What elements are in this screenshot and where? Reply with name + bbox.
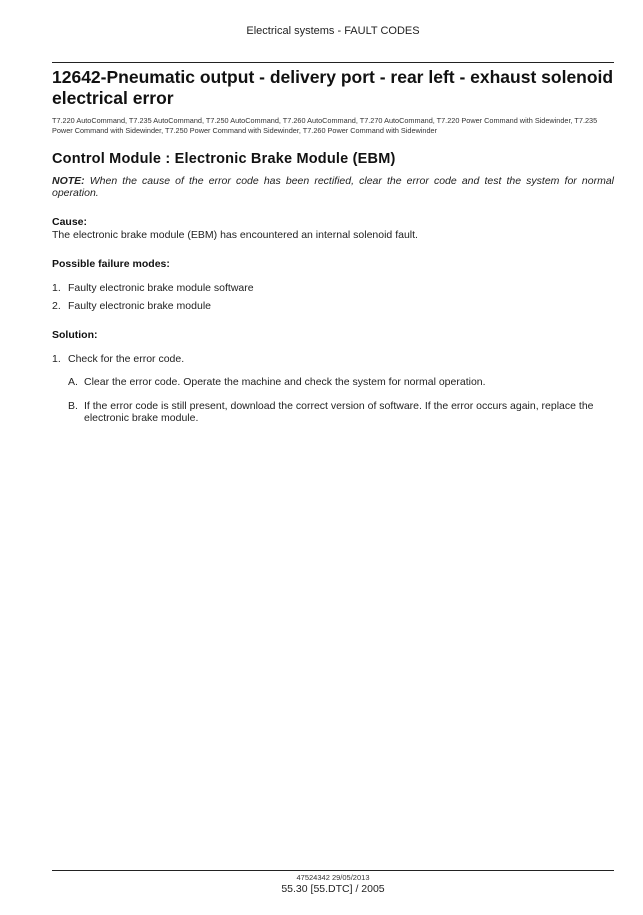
substep-letter: A. [68, 376, 78, 388]
fault-code-title: 12642-Pneumatic output - delivery port - rear left - exhaust solenoid electrical error [52, 67, 614, 108]
solution-step [52, 353, 614, 365]
cause-label: Cause: [52, 216, 88, 228]
note-label: NOTE: [52, 175, 85, 187]
footer-divider [52, 870, 614, 871]
solution-steps-list [52, 353, 614, 365]
substep-text: Clear the error code. Operate the machine and check the system for normal operation. [84, 376, 486, 388]
cause-text: The electronic brake module (EBM) has encountered an internal solenoid fault. [52, 229, 418, 241]
list-item-text: Faulty electronic brake module software [68, 282, 254, 294]
model-applicability: T7.220 AutoCommand, T7.235 AutoCommand, T7.250 AutoCommand, T7.260 AutoCommand, T7.270 AutoCommand, T7.220 Power Command with Sidewinder, T7.235 Power Command with Sidewinder, T7.250 Power Command with Sidewinder, T7.260 Power Command with Sidewinder [52, 116, 598, 135]
solution-substep [68, 376, 614, 388]
solution-label: Solution: [52, 329, 98, 341]
step-text: Check for the error code. [68, 353, 185, 365]
note-block [52, 175, 614, 199]
footer-document-reference: 47524342 29/05/2013 [296, 873, 370, 882]
footer-page-number: 55.30 [55.DTC] / 2005 [281, 883, 385, 895]
list-item [52, 282, 614, 294]
header-divider [52, 62, 614, 63]
step-number: 1. [52, 353, 61, 365]
list-item-text: Faulty electronic brake module [68, 300, 211, 312]
manual-page [52, 0, 614, 915]
solution-substep [68, 400, 614, 424]
substep-letter: B. [68, 400, 78, 412]
running-header: Electrical systems - FAULT CODES [246, 25, 420, 37]
solution-substeps-list [68, 376, 614, 424]
list-item-number: 2. [52, 300, 61, 312]
list-item-number: 1. [52, 282, 61, 294]
list-item [52, 300, 614, 312]
note-text: When the cause of the error code has been rectified, clear the error code and test the system for normal operation. [52, 175, 614, 199]
failure-modes-label: Possible failure modes: [52, 258, 170, 270]
failure-modes-list [52, 282, 614, 312]
control-module-heading: Control Module : Electronic Brake Module (EBM) [52, 151, 396, 167]
substep-text: If the error code is still present, download the correct version of software. If the error occurs again, replace the electronic brake module. [84, 400, 594, 424]
